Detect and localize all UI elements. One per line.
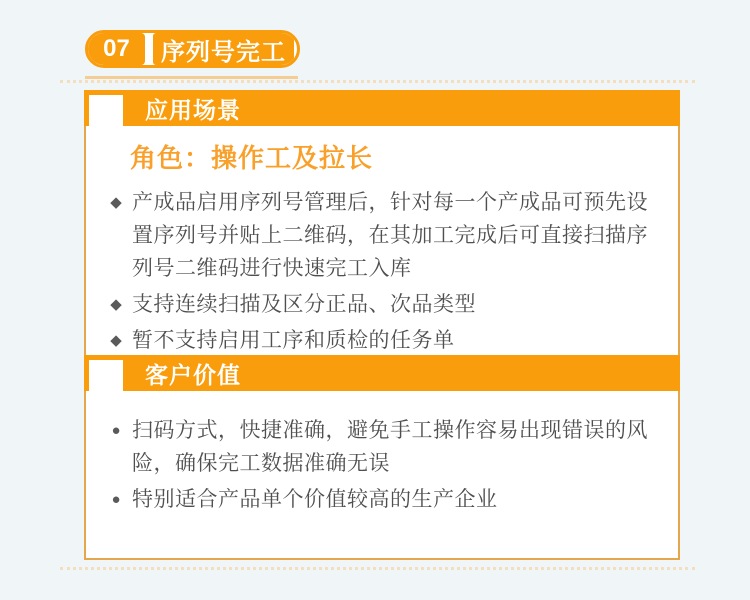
badge-underline — [85, 76, 298, 79]
list-item — [100, 483, 662, 516]
header-notch — [89, 360, 123, 391]
section-header-label: 应用场景 — [145, 96, 241, 123]
bullet-text: 特别适合产品单个价值较高的生产企业 — [132, 488, 498, 511]
divider-dotted-top — [60, 80, 695, 83]
diamond-bullet-icon: ◆ — [110, 194, 122, 211]
list-item — [100, 324, 662, 357]
section-header-customer-value — [84, 355, 680, 391]
section-header-label: 客户价值 — [145, 361, 241, 388]
circle-bullet-icon: ● — [111, 422, 121, 439]
bullet-text: 暂不支持启用工序和质检的任务单 — [132, 329, 455, 352]
bullet-list-customer-value — [100, 414, 662, 519]
list-item — [100, 414, 662, 480]
section-number-badge — [85, 30, 300, 68]
header-notch — [89, 95, 123, 126]
divider-dotted-bottom — [60, 567, 695, 570]
list-item — [100, 288, 662, 321]
section-header-application-scenario — [84, 90, 680, 126]
role-title: 角色：操作工及拉长 — [130, 143, 374, 173]
bullet-list-application — [100, 186, 662, 360]
bullet-text: 产成品启用序列号管理后，针对每一个产成品可预先设置序列号并贴上二维码，在其加工完成后可直接扫描序列号二维码进行快速完工入库 — [132, 191, 648, 280]
diamond-bullet-icon: ◆ — [110, 332, 122, 349]
section-number: 07 — [88, 33, 145, 65]
bullet-text: 扫码方式，快捷准确，避免手工操作容易出现错误的风险，确保完工数据准确无误 — [132, 419, 648, 475]
circle-bullet-icon: ● — [111, 491, 121, 508]
list-item — [100, 186, 662, 285]
bullet-text: 支持连续扫描及区分正品、次品类型 — [132, 293, 476, 316]
content-box — [84, 90, 680, 560]
page-title: 序列号完工 — [153, 33, 294, 65]
diamond-bullet-icon: ◆ — [110, 296, 122, 313]
